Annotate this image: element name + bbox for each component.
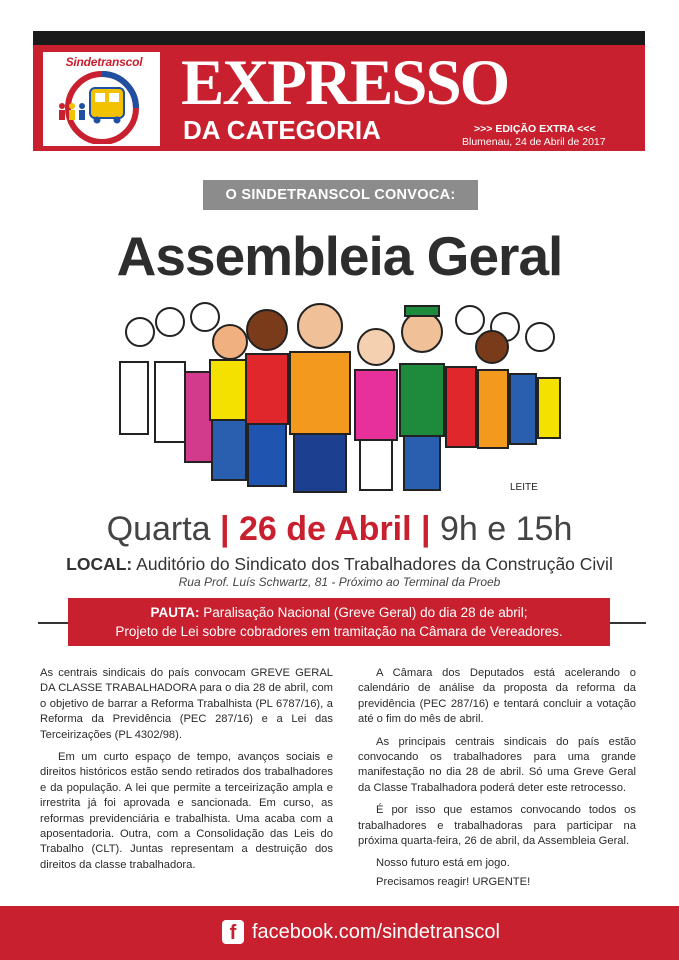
event-time: 9h e 15h bbox=[440, 510, 573, 548]
separator: | bbox=[220, 510, 230, 548]
paragraph: Nosso futuro está em jogo. bbox=[376, 857, 510, 870]
pauta-line-1: Paralisação Nacional (Greve Geral) do dia 28 de abril; bbox=[203, 605, 528, 620]
edition-date: Blumenau, 24 de Abril de 2017 bbox=[462, 136, 606, 148]
publication-subtitle: DA CATEGORIA bbox=[183, 115, 381, 145]
publication-title: EXPRESSO bbox=[181, 47, 509, 119]
logo-text: Sindetranscol bbox=[65, 55, 143, 69]
pauta-line-2: Projeto de Lei sobre cobradores em tramitação na Câmara de Vereadores. bbox=[115, 624, 563, 639]
location-name: Auditório do Sindicato dos Trabalhadores da Construção Civil bbox=[136, 554, 613, 574]
location-label: LOCAL: bbox=[66, 554, 133, 574]
body-column-right bbox=[358, 666, 636, 893]
event-dateline bbox=[0, 505, 679, 553]
paragraph: É por isso que estamos convocando todos os trabalhadores e trabalhadoras para participar na próxima quarta-feira, 26 de abril, da Assembleia Geral. bbox=[358, 804, 636, 848]
pauta-box bbox=[68, 598, 610, 646]
facebook-link[interactable]: facebook.com/sindetranscol bbox=[252, 921, 500, 943]
convoca-banner: O SINDETRANSCOL CONVOCA: bbox=[203, 180, 478, 210]
event-date: 26 de Abril bbox=[239, 510, 412, 548]
facebook-icon[interactable]: f bbox=[222, 920, 244, 944]
headline: Assembleia Geral bbox=[116, 225, 563, 287]
event-address: Rua Prof. Luís Schwartz, 81 - Próximo ao Terminal da Proeb bbox=[178, 575, 501, 589]
separator: | bbox=[421, 510, 431, 548]
paragraph: As principais centrais sindicais do país estão convocando os trabalhadores para uma grande manifestação no dia 28 de abril. Só uma Greve Geral da Classe Trabalhadora poderá deter este retrocesso. bbox=[358, 735, 636, 794]
body-column-left bbox=[40, 666, 333, 880]
illustrator-signature: LEITE bbox=[510, 482, 538, 493]
event-location bbox=[0, 553, 679, 575]
pauta-label: PAUTA: bbox=[150, 605, 200, 620]
paragraph: Precisamos reagir! URGENTE! bbox=[376, 875, 531, 888]
paragraph: As centrais sindicais do país convocam GREVE GERAL DA CLASSE TRABALHADORA para o dia 28 de abril, com o objetivo de barrar a Reforma Trabalhista (PL 6787/16), a Reforma da Previdência (PEC 287/16) e a Lei das Terceirizações (PL 4302/98). bbox=[40, 667, 333, 741]
masthead-top-bar bbox=[33, 31, 645, 45]
crowd-illustration bbox=[100, 292, 580, 497]
edition-label: >>> EDIÇÃO EXTRA <<< bbox=[474, 123, 596, 135]
paragraph: Em um curto espaço de tempo, avanços sociais e direitos históricos estão sendo retirados dos trabalhadores e da população. A lei que permite a terceirização ampla e irrestrita já foi aprovada e sancionada. Em curso, as reformas previdenciária e trabalhista. Uma acaba com a aposentadoria. Outra, com a Consolidação das Leis do Trabalho (CLT). Juntas representam a destruição dos direitos da classe trabalhadora. bbox=[40, 751, 333, 871]
paragraph: A Câmara dos Deputados está acelerando o calendário de análise da proposta da reforma da previdência (PEC 287/16) e tentará concluir a votação até o fim do mês de abril. bbox=[358, 667, 636, 726]
event-day: Quarta bbox=[106, 510, 211, 548]
logo-emblem-icon bbox=[50, 68, 154, 144]
